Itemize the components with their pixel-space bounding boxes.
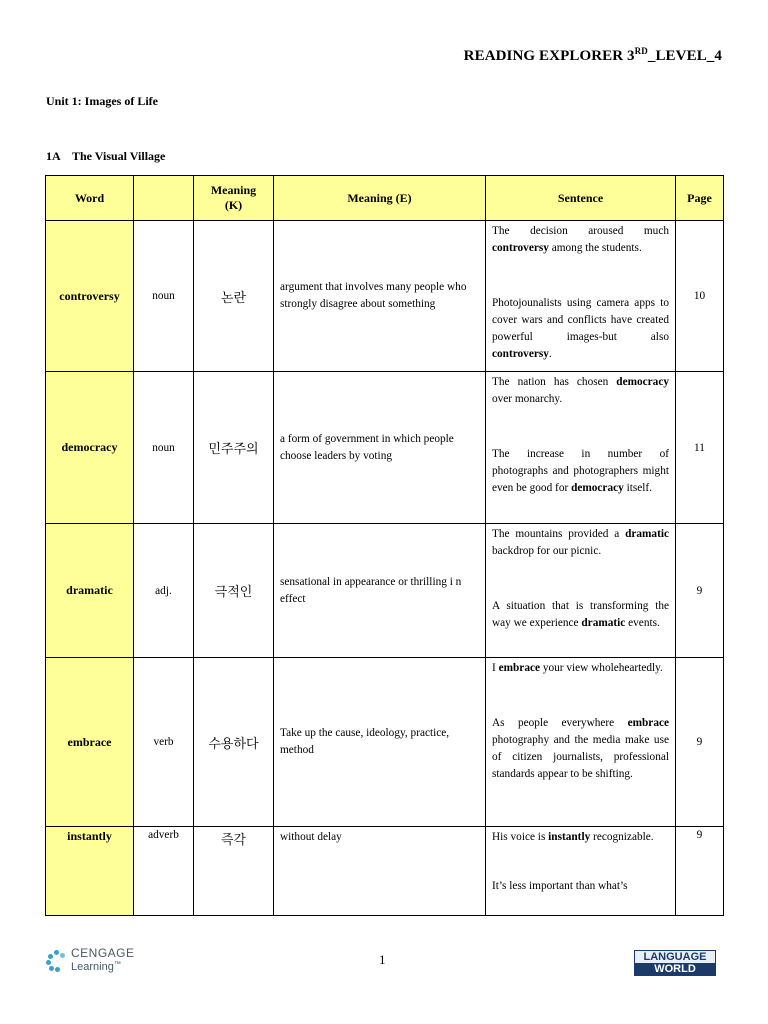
cengage-dots-icon [46,950,68,972]
table-row [46,658,724,827]
sentence-text: His voice is [492,831,549,843]
header-page: Page [676,176,724,221]
korean-meaning-cell: 즉각 [194,827,274,916]
sentence-1 [492,526,669,560]
word-cell: controversy [46,221,134,372]
korean-meaning-cell: 수용하다 [194,658,274,827]
header-pos [134,176,194,221]
sentence-text: I [492,662,499,674]
sentence-2 [492,878,669,895]
sentence-1 [492,374,669,408]
header-meaning-k: Meaning (K) [194,176,274,221]
sentence-text: The decision aroused much [492,225,669,237]
korean-meaning-cell: 논란 [194,221,274,372]
sentence-keyword: instantly [548,831,591,843]
sentence-keyword: dramatic [581,617,626,629]
lesson-name: The Visual Village [72,149,166,163]
pos-cell: adj. [134,524,194,658]
sentence-keyword: democracy [616,376,669,388]
sentence-keyword: embrace [627,717,669,729]
sentence-2 [492,715,669,783]
sentence-cell [486,372,676,524]
sentence-2 [492,446,669,497]
word-cell: democracy [46,372,134,524]
page-cell: 9 [676,658,724,827]
sentence-keyword: dramatic [625,528,669,540]
sentence-text: backdrop for our picnic. [492,545,602,557]
sentence-text: It’s less important than what’s [492,880,628,892]
word-cell: dramatic [46,524,134,658]
document-header [464,46,722,65]
header-title-superscript: RD [634,46,648,56]
sentence-text: itself. [623,482,653,494]
english-meaning-cell: Take up the cause, ideology, practice, method [274,658,486,827]
table-row [46,221,724,372]
word-cell: embrace [46,658,134,827]
header-title-prefix: READING EXPLORER 3 [463,48,635,64]
language-world-logo-line2: WORLD [635,963,715,975]
sentence-text: The mountains provided a [492,528,626,540]
sentence-text: your view wholeheartedly. [540,662,663,674]
pos-cell: noun [134,221,194,372]
english-meaning-cell: sensational in appearance or thrilling i n effect [274,524,486,658]
sentence-cell [486,658,676,827]
sentence-text: . [548,348,552,360]
sentence-1 [492,223,669,257]
pos-cell: adverb [134,827,194,916]
unit-title: Unit 1: Images of Life [46,94,158,108]
cengage-logo-line2: Learning [71,961,114,973]
page-number: 1 [379,952,386,967]
sentence-cell [486,524,676,658]
pos-cell: verb [134,658,194,827]
english-meaning-cell: a form of government in which people choose leaders by voting [274,372,486,524]
language-world-logo [634,950,716,976]
sentence-text: over monarchy. [492,393,563,405]
cengage-learning-logo [46,948,135,973]
sentence-text: The increase in number of photographs and photographers might even be good for [492,448,669,494]
sentence-keyword: embrace [498,662,540,674]
sentence-cell [486,221,676,372]
sentence-1 [492,660,669,677]
header-title-suffix: _LEVEL_4 [647,48,722,64]
page-cell: 9 [676,827,724,916]
sentence-keyword: controversy [492,348,549,360]
lesson-title [46,149,165,164]
sentence-text: The nation has chosen [492,376,617,388]
korean-meaning-cell: 민주주의 [194,372,274,524]
pos-cell: noun [134,372,194,524]
language-world-logo-line1: LANGUAGE [635,951,715,963]
sentence-text: As people everywhere [492,717,628,729]
header-word: Word [46,176,134,221]
sentence-text: Photojounalists using camera apps to cover wars and conflicts have created powerful images-but also [492,297,669,343]
english-meaning-cell: without delay [274,827,486,916]
sentence-text: A situation that is transforming the way we experience [492,600,669,629]
cengage-logo-tm: ™ [113,961,121,968]
header-meaning-e: Meaning (E) [274,176,486,221]
sentence-keyword: democracy [571,482,624,494]
page-cell: 10 [676,221,724,372]
cengage-logo-line1: CENGAGE [71,946,135,960]
sentence-text: recognizable. [590,831,654,843]
english-meaning-cell: argument that involves many people who strongly disagree about something [274,221,486,372]
header-sentence: Sentence [486,176,676,221]
table-row [46,827,724,916]
lesson-number: 1A [46,149,61,163]
table-row [46,524,724,658]
sentence-text: photography and the media make use of citizen journalists, professional standards appear to be shifting. [492,734,669,780]
sentence-keyword: controversy [492,242,549,254]
table-row [46,372,724,524]
sentence-2 [492,295,669,363]
sentence-text: among the students. [548,242,642,254]
vocabulary-table [45,175,724,916]
sentence-cell [486,827,676,916]
page-cell: 9 [676,524,724,658]
table-header-row [46,176,724,221]
sentence-text: events. [625,617,660,629]
sentence-2 [492,598,669,632]
page-cell: 11 [676,372,724,524]
korean-meaning-cell: 극적인 [194,524,274,658]
sentence-1 [492,829,669,846]
word-cell: instantly [46,827,134,916]
